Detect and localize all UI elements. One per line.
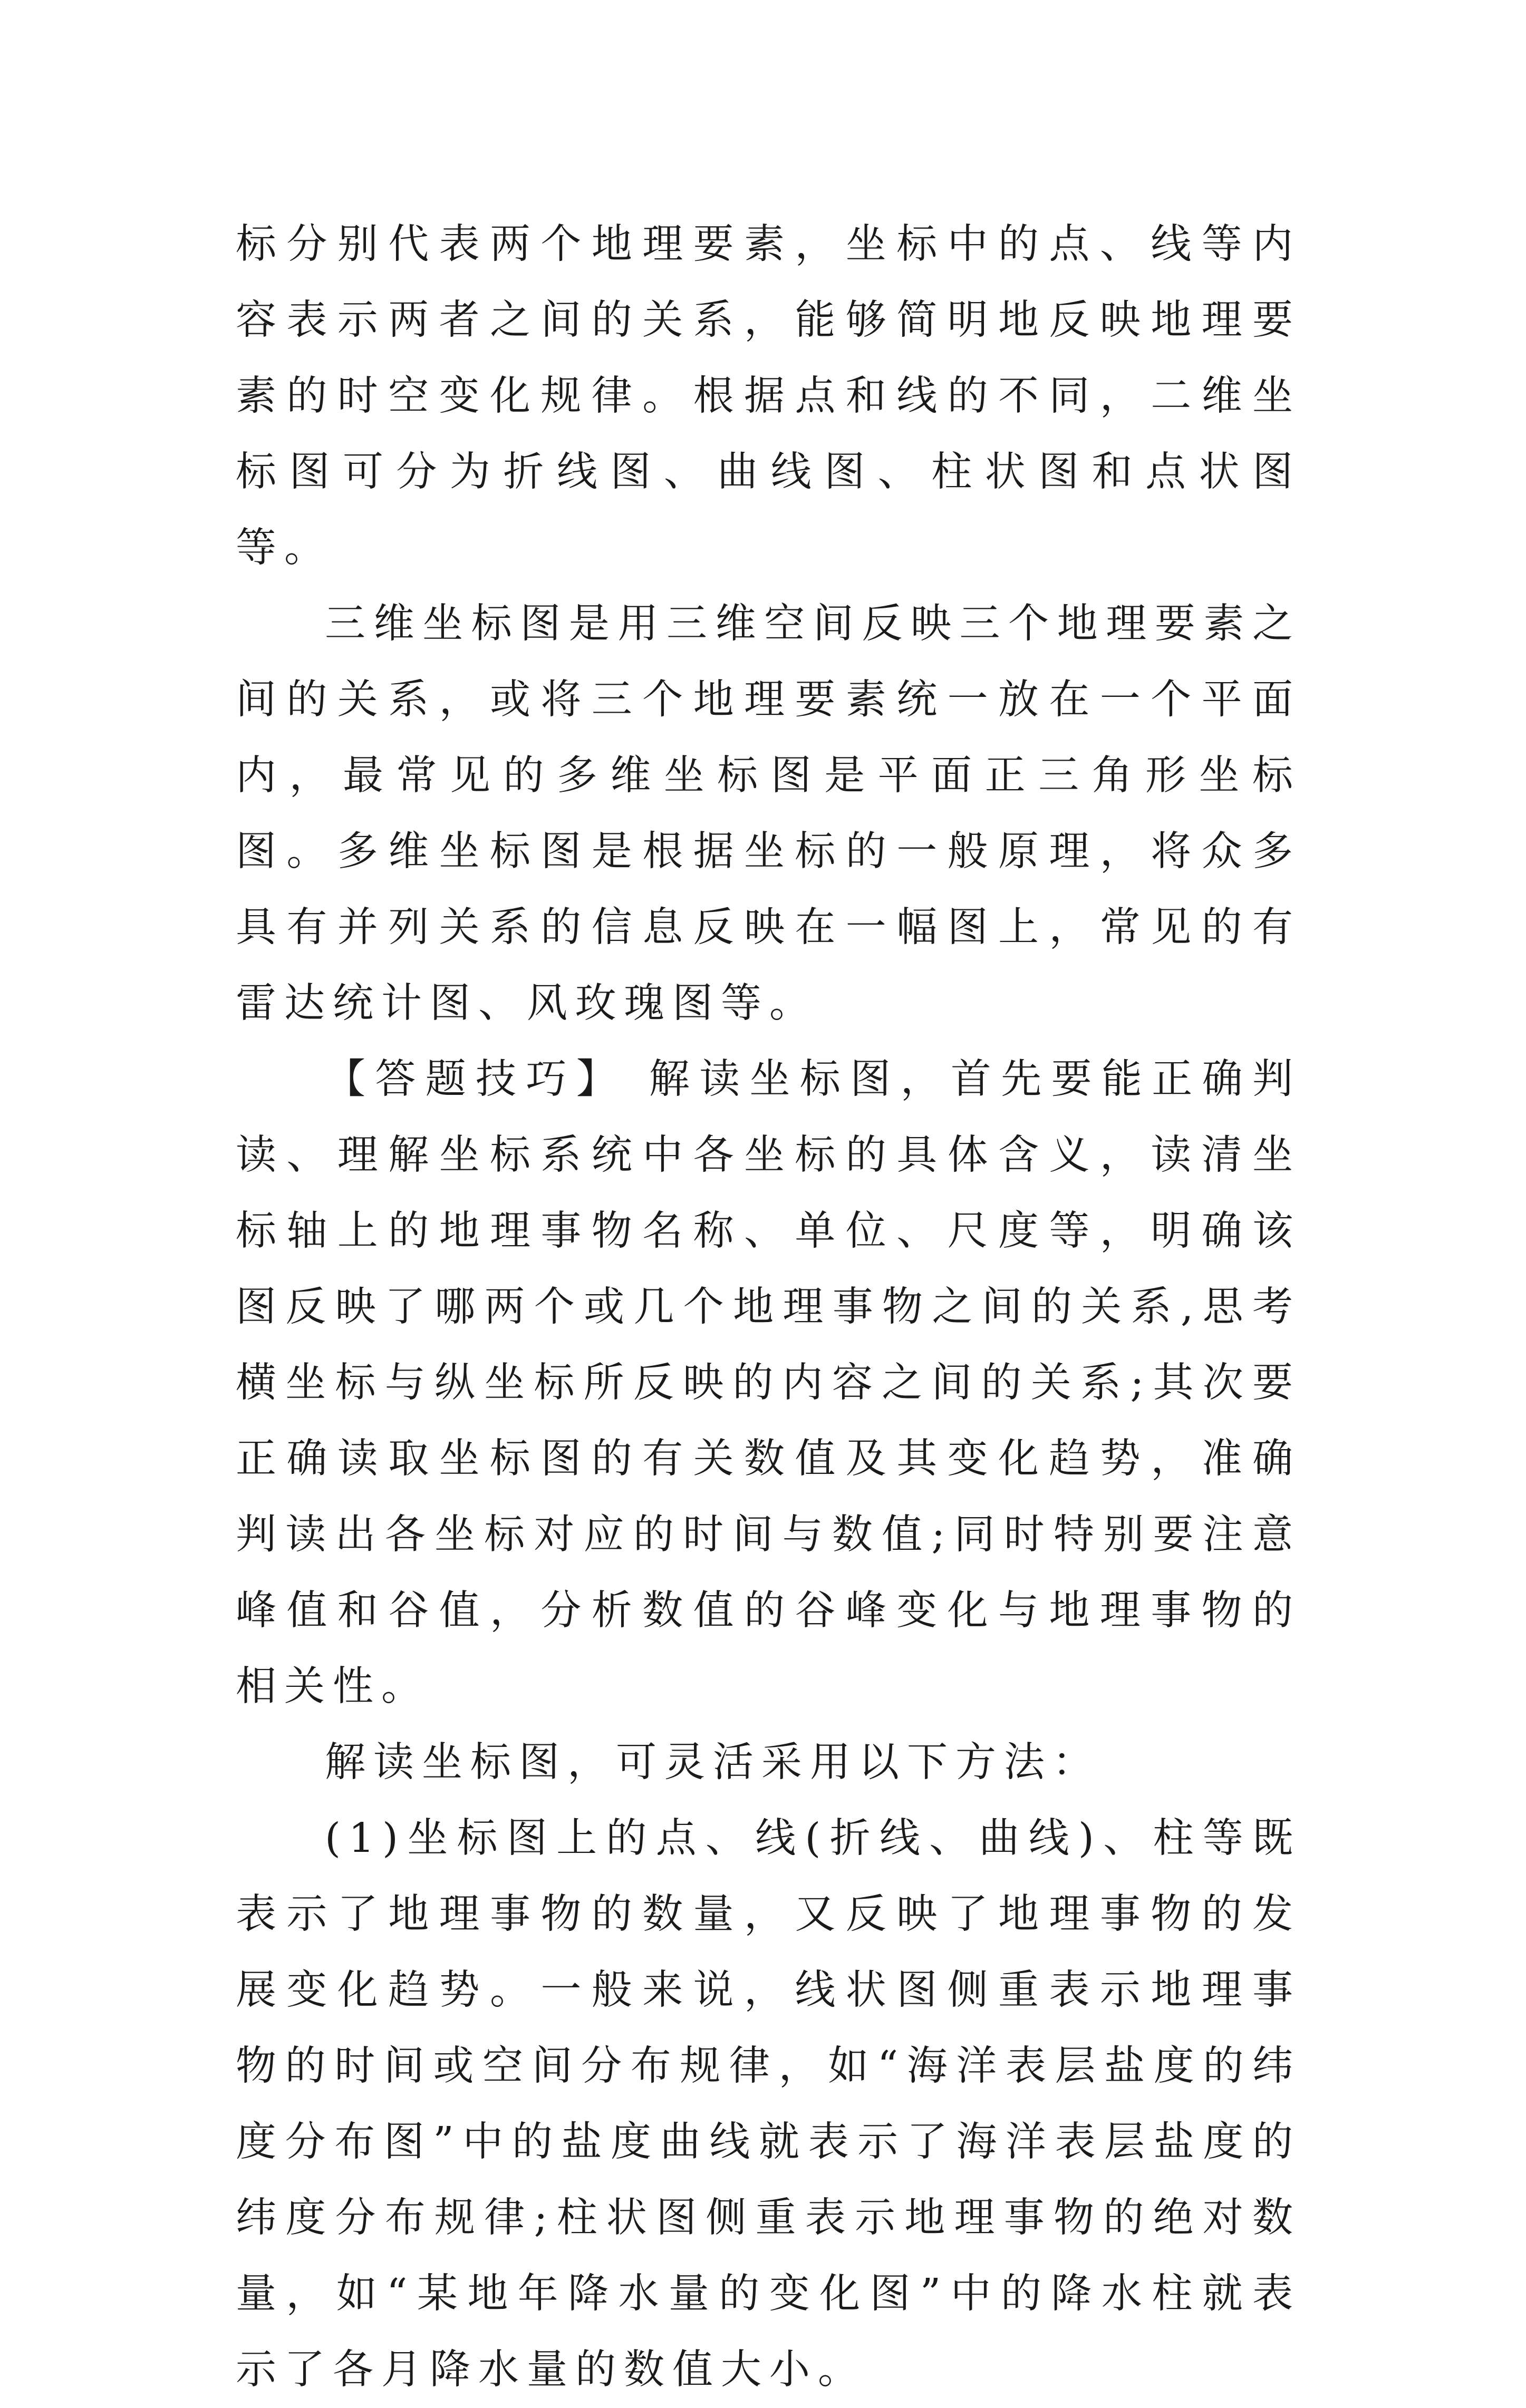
body-text xyxy=(236,207,1301,2408)
paragraph-3d-charts: 三维坐标图是用三维空间反映三个地理要素之间的关系，或将三个地理要素统一放在一个平面内，最常见的多维坐标图是平面正三角形坐标图。多维坐标图是根据坐标的一般原理，将众多具有并列关系的信息反映在一幅图上，常见的有雷达统计图、风玫瑰图等。 xyxy=(236,600,1301,1027)
paragraph-methods-intro: 解读坐标图，可灵活采用以下方法： xyxy=(325,1739,1101,1786)
paragraph-answer-tips: 【答题技巧】 解读坐标图，首先要能正确判读、理解坐标系统中各坐标的具体含义，读清坐标轴上的地理事物名称、单位、尺度等，明确该图反映了哪两个或几个地理事物之间的关系,思考横坐标与纵坐标所反映的内容之间的关系;其次要正确读取坐标图的有关数值及其变化趋势，准确判读出各坐标对应的时间与数值;同时特别要注意峰值和谷值，分析数值的谷峰变化与地理事物的相关性。 xyxy=(236,1056,1301,1710)
paragraph-continued: 标分别代表两个地理要素，坐标中的点、线等内容表示两者之间的关系，能够简明地反映地理要素的时空变化规律。根据点和线的不同，二维坐标图可分为折线图、曲线图、柱状图和点状图等。 xyxy=(236,221,1301,571)
paragraph-method-1: (1)坐标图上的点、线(折线、曲线)、柱等既表示了地理事物的数量，又反映了地理事物的发展变化趋势。一般来说，线状图侧重表示地理事物的时间或空间分布规律，如“海洋表层盐度的纬度分布图”中的盐度曲线就表示了海洋表层盐度的纬度分布规律;柱状图侧重表示地理事物的绝对数量，如“某地年降水量的变化图”中的降水柱就表示了各月降水量的数值大小。 xyxy=(236,1815,1301,2393)
